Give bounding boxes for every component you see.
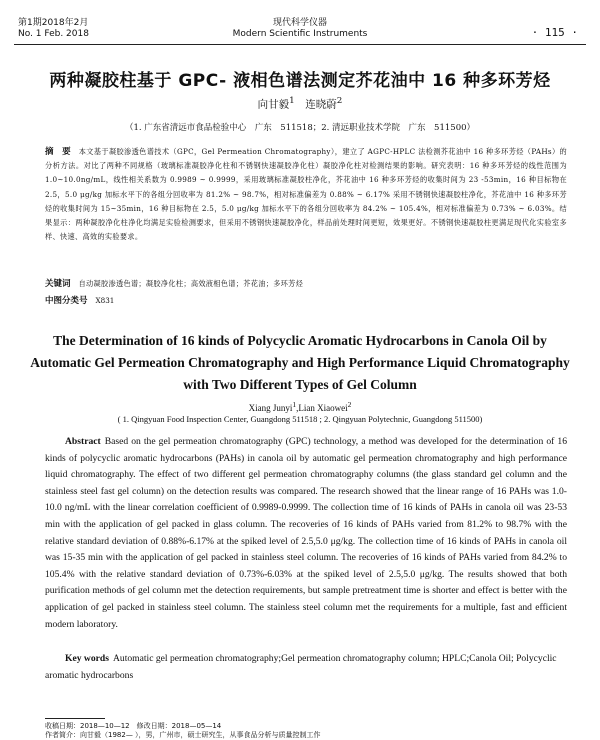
- author-1-en: Xiang Junyi: [248, 403, 293, 413]
- header-divider: [14, 44, 586, 45]
- footnote-author-bio: 作者简介：向甘毅（1982— ），男，广州市，硕士研究生，从事食品分析与质量控制工作: [45, 731, 321, 739]
- page-number: · 115 ·: [531, 26, 578, 39]
- chinese-affiliation: （1. 广东省清远市食品检验中心 广东 511518；2. 清远职业技术学院 广东 511500）: [124, 123, 476, 133]
- footnote-divider: [45, 718, 105, 719]
- footnote-dates: 收稿日期：2018—10—12 修改日期：2018—05—14: [45, 722, 222, 730]
- chinese-abstract-label: 摘 要: [45, 147, 71, 157]
- english-title: The Determination of 16 kinds of Polycyclic Aromatic Hydrocarbons in Canola Oil by Automatic Gel Permeation Chromatography and High Performance Liquid Chromatography with Two Different Types of Gel Column: [30, 333, 570, 392]
- english-keywords: [45, 651, 567, 684]
- chinese-keywords: [45, 277, 567, 289]
- author-2-cn-sup: 2: [336, 96, 343, 106]
- chinese-title: 两种凝胶柱基于 GPC- 液相色谱法测定芥花油中 16 种多环芳烃: [49, 71, 551, 91]
- english-keywords-label: Key words: [65, 653, 109, 664]
- english-abstract-text: Based on the gel permeation chromatography (GPC) technology, a method was developed for the determination of 16 kinds of polycyclic aromatic hydrocarbons (PAHs) in canola oil by automatic gel permeation chromatography and high performance liquid chromatography. The effect of two different gel permeation chromatography columns (the glass standard gel column and the stainless steel fast gel column) on the detection results was compared. The research showed that the linear range of 16 PAHs was 1.0-10.0 ng/mL with the linear correlation coefficient of 0.9989-0.9999. The collection time of 16 kinds of PAHs in canola oil was 23-53 min with the application of gel packed in glass column. The recoveries of 16 kinds of PAHs varied from 81.2% to 98.7% with the relative standard deviation of 0.88%-6.17% at the spiked level of 2.5,5.0 μg/kg. The collection time of 16 kinds of PAHs in canola oil was 15-35 min with the application of gel packed in stainless steel column. The recoveries of 16 kinds of PAHs varied from 84.2% to 105.4% with the relative standard deviation of 0.73%-6.03% at the spiked level of 2.5,5.0 μg/kg. The results showed that both purification methods of gel column met the detection requirements, but sample pretreatment time is shorter and effect is better with the application of gel packed in stainless steel column. The stainless steel column met the requirements for a multiple, fast and efficient modern laboratory.: [45, 436, 567, 630]
- author-1-cn: 向甘毅: [257, 98, 290, 111]
- classification-value: X831: [95, 296, 115, 305]
- journal-name-cn: 现代科学仪器: [272, 18, 327, 28]
- chinese-authors: [0, 96, 600, 112]
- author-1-en-sup: 1: [292, 400, 297, 409]
- classification-label: 中图分类号: [45, 296, 88, 306]
- footnote: [45, 722, 321, 740]
- classification-number: [45, 294, 567, 306]
- chinese-keywords-label: 关键词: [45, 279, 71, 289]
- running-header-journal: [0, 18, 600, 40]
- chinese-keywords-text: 自动凝胶渗透色谱；凝胶净化柱；高效液相色谱；芥花油；多环芳烃: [78, 279, 304, 288]
- english-abstract-label: Abstract: [65, 436, 101, 447]
- english-keywords-text: Automatic gel permeation chromatography;Gel permeation chromatography column; HPLC;Canola Oil; Polycyclic aromatic hydrocarbons: [45, 653, 557, 681]
- author-2-cn: 连晓蔚: [305, 98, 337, 111]
- author-1-cn-sup: 1: [289, 96, 295, 106]
- chinese-abstract-text: 本文基于凝胶渗透色谱技术（GPC，Gel Permeation Chromatography），建立了 AGPC-HPLC 法检测芥花油中 16 种多环芳烃（PAHs）的分析方法。对比了两种不同规格（玻璃标准凝胶净化柱和不锈钢快速凝胶净化柱）凝胶净化柱对检测结果的影响。研究表明：16 种多环芳烃的线性范围为 1.0~10.0ng/mL，线性相关系数为 0.9989 ~ 0.9999，采用玻璃标准凝胶柱净化，芥花油中 16 种多环芳烃的收集时间为 23 -53min，16 种目标物在 2.5，5.0 μg/kg 加标水平下的各组分回收率为 81.2% ~ 98.7%，相对标准偏差为 0.88% ~ 6.17% 采用不锈钢快速凝胶柱净化，芥花油中 16 种多环芳烃的收集时间为 15~35min，16 种目标物在 2.5，5.0 μg/kg 加标水平下的各组分回收率为 84.2% ~ 105.4%，相对标准偏差为 0.73% ~ 6.03%。结果显示：两种凝胶净化柱净化均满足实验检测要求，但采用不锈钢快速凝胶净化，样品前处理时间更短，效果更好。不锈钢快速凝胶柱更满足现代化实验室多样、快速、高效的实验要求。: [45, 147, 567, 242]
- author-2-en: ,Lian Xiaowei: [296, 403, 348, 413]
- author-2-en-sup: 2: [347, 400, 352, 409]
- journal-name-en: Modern Scientific Instruments: [232, 29, 368, 39]
- issue-en: No. 1 Feb. 2018: [18, 29, 89, 39]
- issue-cn: 第1期2018年2月: [18, 18, 89, 28]
- english-affiliation: ( 1. Qingyuan Food Inspection Center, Guangdong 511518 ; 2. Qingyuan Polytechnic, Guangdong 511500): [117, 414, 483, 424]
- english-authors: [0, 400, 600, 413]
- chinese-abstract: [45, 145, 567, 244]
- english-abstract: [45, 434, 567, 633]
